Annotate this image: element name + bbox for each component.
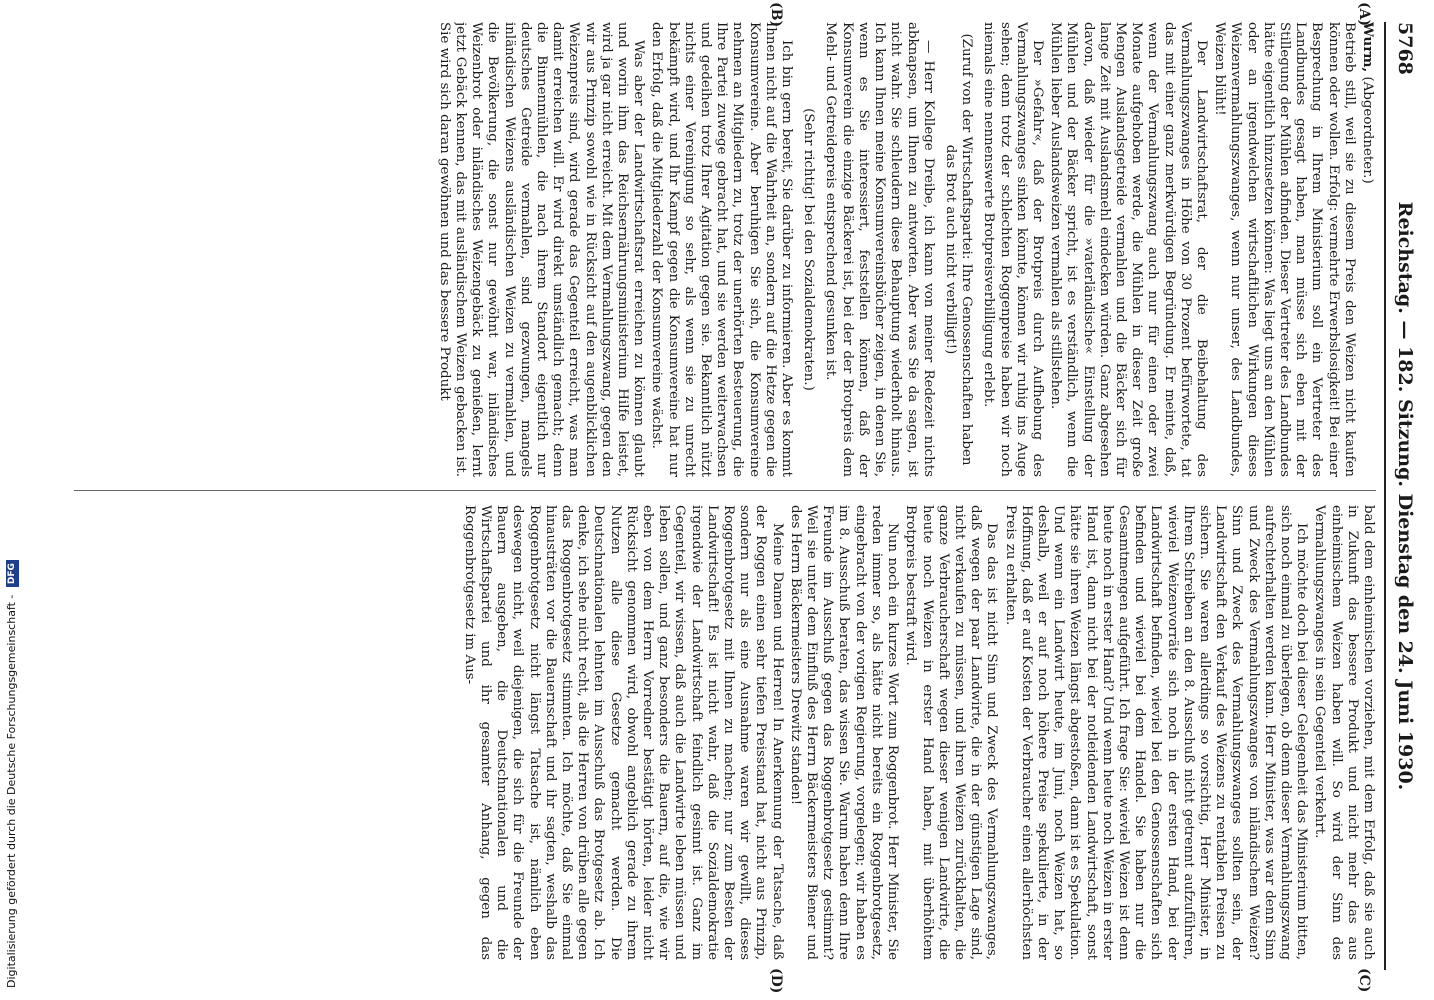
paragraph: Meine Damen und Herren! In Anerkennung der Tatsache, daß der Roggen einen sehr tiefen Preisstand hat, nicht aus Prinzip, sondern nur als eine Ausnahme waren wir gewillt, dieses Roggenbrotgesetz mit Ihnen zu machen; nur zum Besten der Landwirtschaft! Es ist nicht wahr, daß die Sozialdemokratie irgendwie der Landwirtschaft feindlich gesinnt ist. Ganz im Gegenteil, wir wissen, daß auch die Landwirte leben müssen und leben sollen, und ganz besonders die Bauern, auf die, wie wir eben von dem Herrn Vorredner bestätigt hörten, leider nicht Rücksicht genommen wird, obwohl angeblich gerade zu ihrem Nutzen alle diese Gesetze gemacht werden. Die Deutschnationalen lehnten im Ausschuß das Brotgesetz ab. Ich denke, ich sehe nicht recht, als die Herren von drüben alle gegen das Roggenbrotgesetz stimmten. Ich möchte, daß Sie einmal hinausträten vor die Bauernschaft und ihr sagten, weshalb das Roggenbrotgesetz nicht längst Tatsache ist, nämlich eben deswegen nicht, weil diejenigen, die sich für die Freunde der Bauern ausgeben, die Deutschnationalen und die Wirtschaftspartei und ihr gesamter Anhang, gegen das Roggenbrotgesetz im Aus-: [461, 505, 785, 960]
page-title: Reichstag. — 182. Sitzung. Dienstag den 24. Juni 1930.: [1394, 201, 1416, 791]
header-rule: [1384, 22, 1386, 970]
interjection: (Zuruf von der Wirtschaftspartei: Ihre Genossenschaften haben das Brot auch nicht verbilligt!): [942, 33, 975, 466]
footer-text: Digitalisierung gefördert durch die Deutsche Forschungsgemeinschaft -: [5, 594, 18, 988]
paragraph: Ich möchte doch bei dieser Gelegenheit das Ministerium bitten, sich noch einmal zu überlegen, ob denn dieser Vermahlungszwang aufrechterhalten werden kann. Herr Minister, was war denn Sinn und Zweck des Vermahlungszwanges von inländischem Weizen? Sinn und Zweck des Vermahlungszwanges sollten sein, der Landwirtschaft den Verkauf des Weizens zu rentablen Preisen zu sichern. Sie waren allerdings so vorsichtig, Herr Minister, in Ihrem Schreiben an den 8. Ausschuß nicht getrennt aufzuführen, wieviel Weizenvorräte sich noch in der ersten Hand, bei der Landwirtschaft befinden, wieviel bei den Genossenschaften sich befinden und wieviel bei dem Handel. Sie haben nur die Gesamtmengen aufgeführt. Ich frage Sie: wieviel Weizen ist denn heute noch in erster Hand? Und wenn heute noch Weizen in erster Hand ist, dann nicht bei der notleidenden Landwirtschaft, sonst hätte sie ihren Weizen längst abgestoßen, dann ist es Spekulation. Und wenn ein Landwirt heute, im Juni, noch Weizen hat, so deshalb, weil er auf noch höhere Preise spekulierte, in der Hoffnung, daß er auf Kosten der Verbraucher einen allerhöchsten Preis zu erhalten.: [1002, 505, 1310, 960]
page-number: 5768: [1394, 22, 1416, 75]
paragraph: Nun noch ein kurzes Wort zum Roggenbrot. Herr Minister, Sie reden immer so, als hätte nicht bereits ein Roggenbrotgesetz, eingebracht von der vorigen Regierung, vorgelegen; wir haben es im 8. Ausschuß beraten, das wissen Sie. Warum haben denn Ihre Freunde im Ausschuß gegen das Roggenbrotgesetz gestimmt? Weil sie unter dem Einfluß des Herrn Bäckermeisters Biener und des Herrn Bäckermeisters Drewitz standen!: [787, 505, 901, 960]
speaker-role: Abgeordneter.: [1360, 81, 1375, 179]
paragraph: Das das ist nicht Sinn und Zweck des Vermahlungszwanges, daß wegen der paar Landwirte, die in der günstigen Lage sind, nicht verkaufen zu müssen, und ihren Weizen zurückhalten, die ganze Verbraucherschaft wegen dieser wenigen Landwirte, die heute noch Weizen in erster Hand haben, mit überhöhtem Brotpreis bestraft wird.: [903, 505, 1000, 960]
dfg-logo: DFG: [6, 560, 19, 587]
margin-marker-a: (A): [1356, 2, 1372, 27]
paragraph: Was aber der Landwirtschaftsrat erreichen zu können glaubt und worin ihm das Reichsernährungsministerium Hilfe leistet, wird ja gar nicht erreicht. Mit dem Vermahlungszwang, gegen den wir aus Prinzip sowohl wie in Rücksicht auf den augenblicklichen Weizenpreis sind, wird gerade das Gegenteil erreicht, was man damit erreichen will. Er wird direkt umständlich gemacht; denn die Binnenmühlen, die nach ihrem Standort eigentlich nur deutsches Getreide vermahlen, sind gezwungen, mangels inländischen Weizens ausländischen Weizen zu vermahlen, und die Bevölkerung, die sonst nur gewöhnt war, inländisches Weizenbrot oder inländisches Weizengebäck zu genießen, lernt jetzt Gebäck kennen, das mit ausländischem Weizen gebacken ist. Sie wird sich daran gewöhnen und das bessere Produkt: [436, 22, 647, 477]
paragraph: Der »Gefahr«, daß der Brotpreis durch Aufhebung des Vermahlungszwanges sinken könnte, können wir ruhig ins Auge sehen; denn trotz der schlechten Roggenpreise haben wir noch niemals eine nennenswerte Brotpreisverbilligung erlebt.: [981, 22, 1045, 477]
paragraph: Betrieb still, weil sie zu diesem Preis den Weizen nicht kaufen können oder wollen. Erfolg: vermehrte Erwerbslosigkeit! Bei einer Besprechung in Ihrem Ministerium soll ein Vertreter des Landbundes gesagt haben, man müsse sich eben mit der Stillegung der Mühlen abfinden. Dieser Vertreter des Landbundes hätte eigentlich hinzusetzen können: Was liegt uns an den Mühlen oder an irgendwelchen wirtschaftlichen Wirkungen dieses Weizenvermahlungszwanges, wenn nur unser, des Landbundes, Weizen blüht!: [1212, 22, 1357, 477]
interjection: (Sehr richtig! bei den Sozialdemokraten.): [801, 108, 817, 391]
column-divider: [74, 490, 1376, 491]
paragraph: bald dem einheimischen vorziehen, mit dem Erfolg, daß sie auch in Zukunft das bessere Produkt und nicht mehr das aus einheimischem Weizen haben will. So wird der Sinn des Vermahlungszwanges in sein Gegenteil verkehrt.: [1312, 505, 1376, 960]
paragraph: Ich bin gern bereit, Sie darüber zu informieren. Aber es kommt Ihnen nicht auf die Wahrheit an, sondern auf die Hetze gegen die Konsumvereine. Aber beruhigen Sie sich, die Konsumvereine nehmen an Mitgliedern zu, trotz der unerhörten Besteuerung, die Ihre Partei zuwege gebracht hat, und sie werden weiterwachsen und gedeihen trotz Ihrer Agitation gegen sie. Bekanntlich nützt nichts einer Vereinigung so sehr, als wenn sie zu unrecht bekämpft wird, und Ihr Kampf gegen die Konsumvereine hat nur den Erfolg, daß die Mitgliederzahl der Konsumvereine wächst.: [649, 22, 795, 477]
document-page: [54, 0, 1434, 1000]
margin-marker-c: (C): [1356, 968, 1372, 993]
paragraph: — Herr Kollege Dreibe, ich kann von meiner Redezeit nichts abknapsen, um Ihnen zu antworten. Aber was Sie da sagen, ist nicht wahr. Sie schleudern diese Behauptung wiederholt hinaus. Ich kann Ihnen meine Konsumvereinsbücher zeigen, in denen Sie, wenn es Sie interessiert, feststellen können, daß der Konsumverein die einzige Bäckerei ist, bei der der Brotpreis dem Mehl- und Getreidepreis entsprechend gesunken ist.: [823, 22, 936, 477]
left-column: [74, 22, 1376, 477]
margin-marker-b: (B): [768, 2, 784, 28]
right-column: [74, 505, 1376, 960]
speaker-name: Wurm,: [1360, 22, 1376, 73]
page-header: [1386, 22, 1420, 970]
digitization-footer: [2, 0, 22, 1000]
speaker-line: Wurm, (Abgeordneter.): [1360, 22, 1376, 184]
paragraph: Der Landwirtschaftsrat, der die Beibehaltung des Vermahlungszwanges in Höhe von 30 Prozent befürwortete, tat das mit einer ganz merkwürdigen Begründung. Er meinte, daß, wenn der Vermahlungszwang auch nur für einen oder zwei Monate aufgehoben werde, die Mühlen in dieser Zeit große Mengen Auslandsgetreide vermahlen und die Bäcker sich für lange Zeit mit Auslandsmehl eindecken würden. Ganz abgesehen davon, daß wieder für die »vaterländische« Einstellung der Mühlen und der Bäcker spricht, ist es verständlich, wenn die Mühlen lieber Auslandsweizen vermahlen als stillstehen.: [1048, 22, 1209, 477]
margin-marker-d: (D): [768, 968, 784, 994]
